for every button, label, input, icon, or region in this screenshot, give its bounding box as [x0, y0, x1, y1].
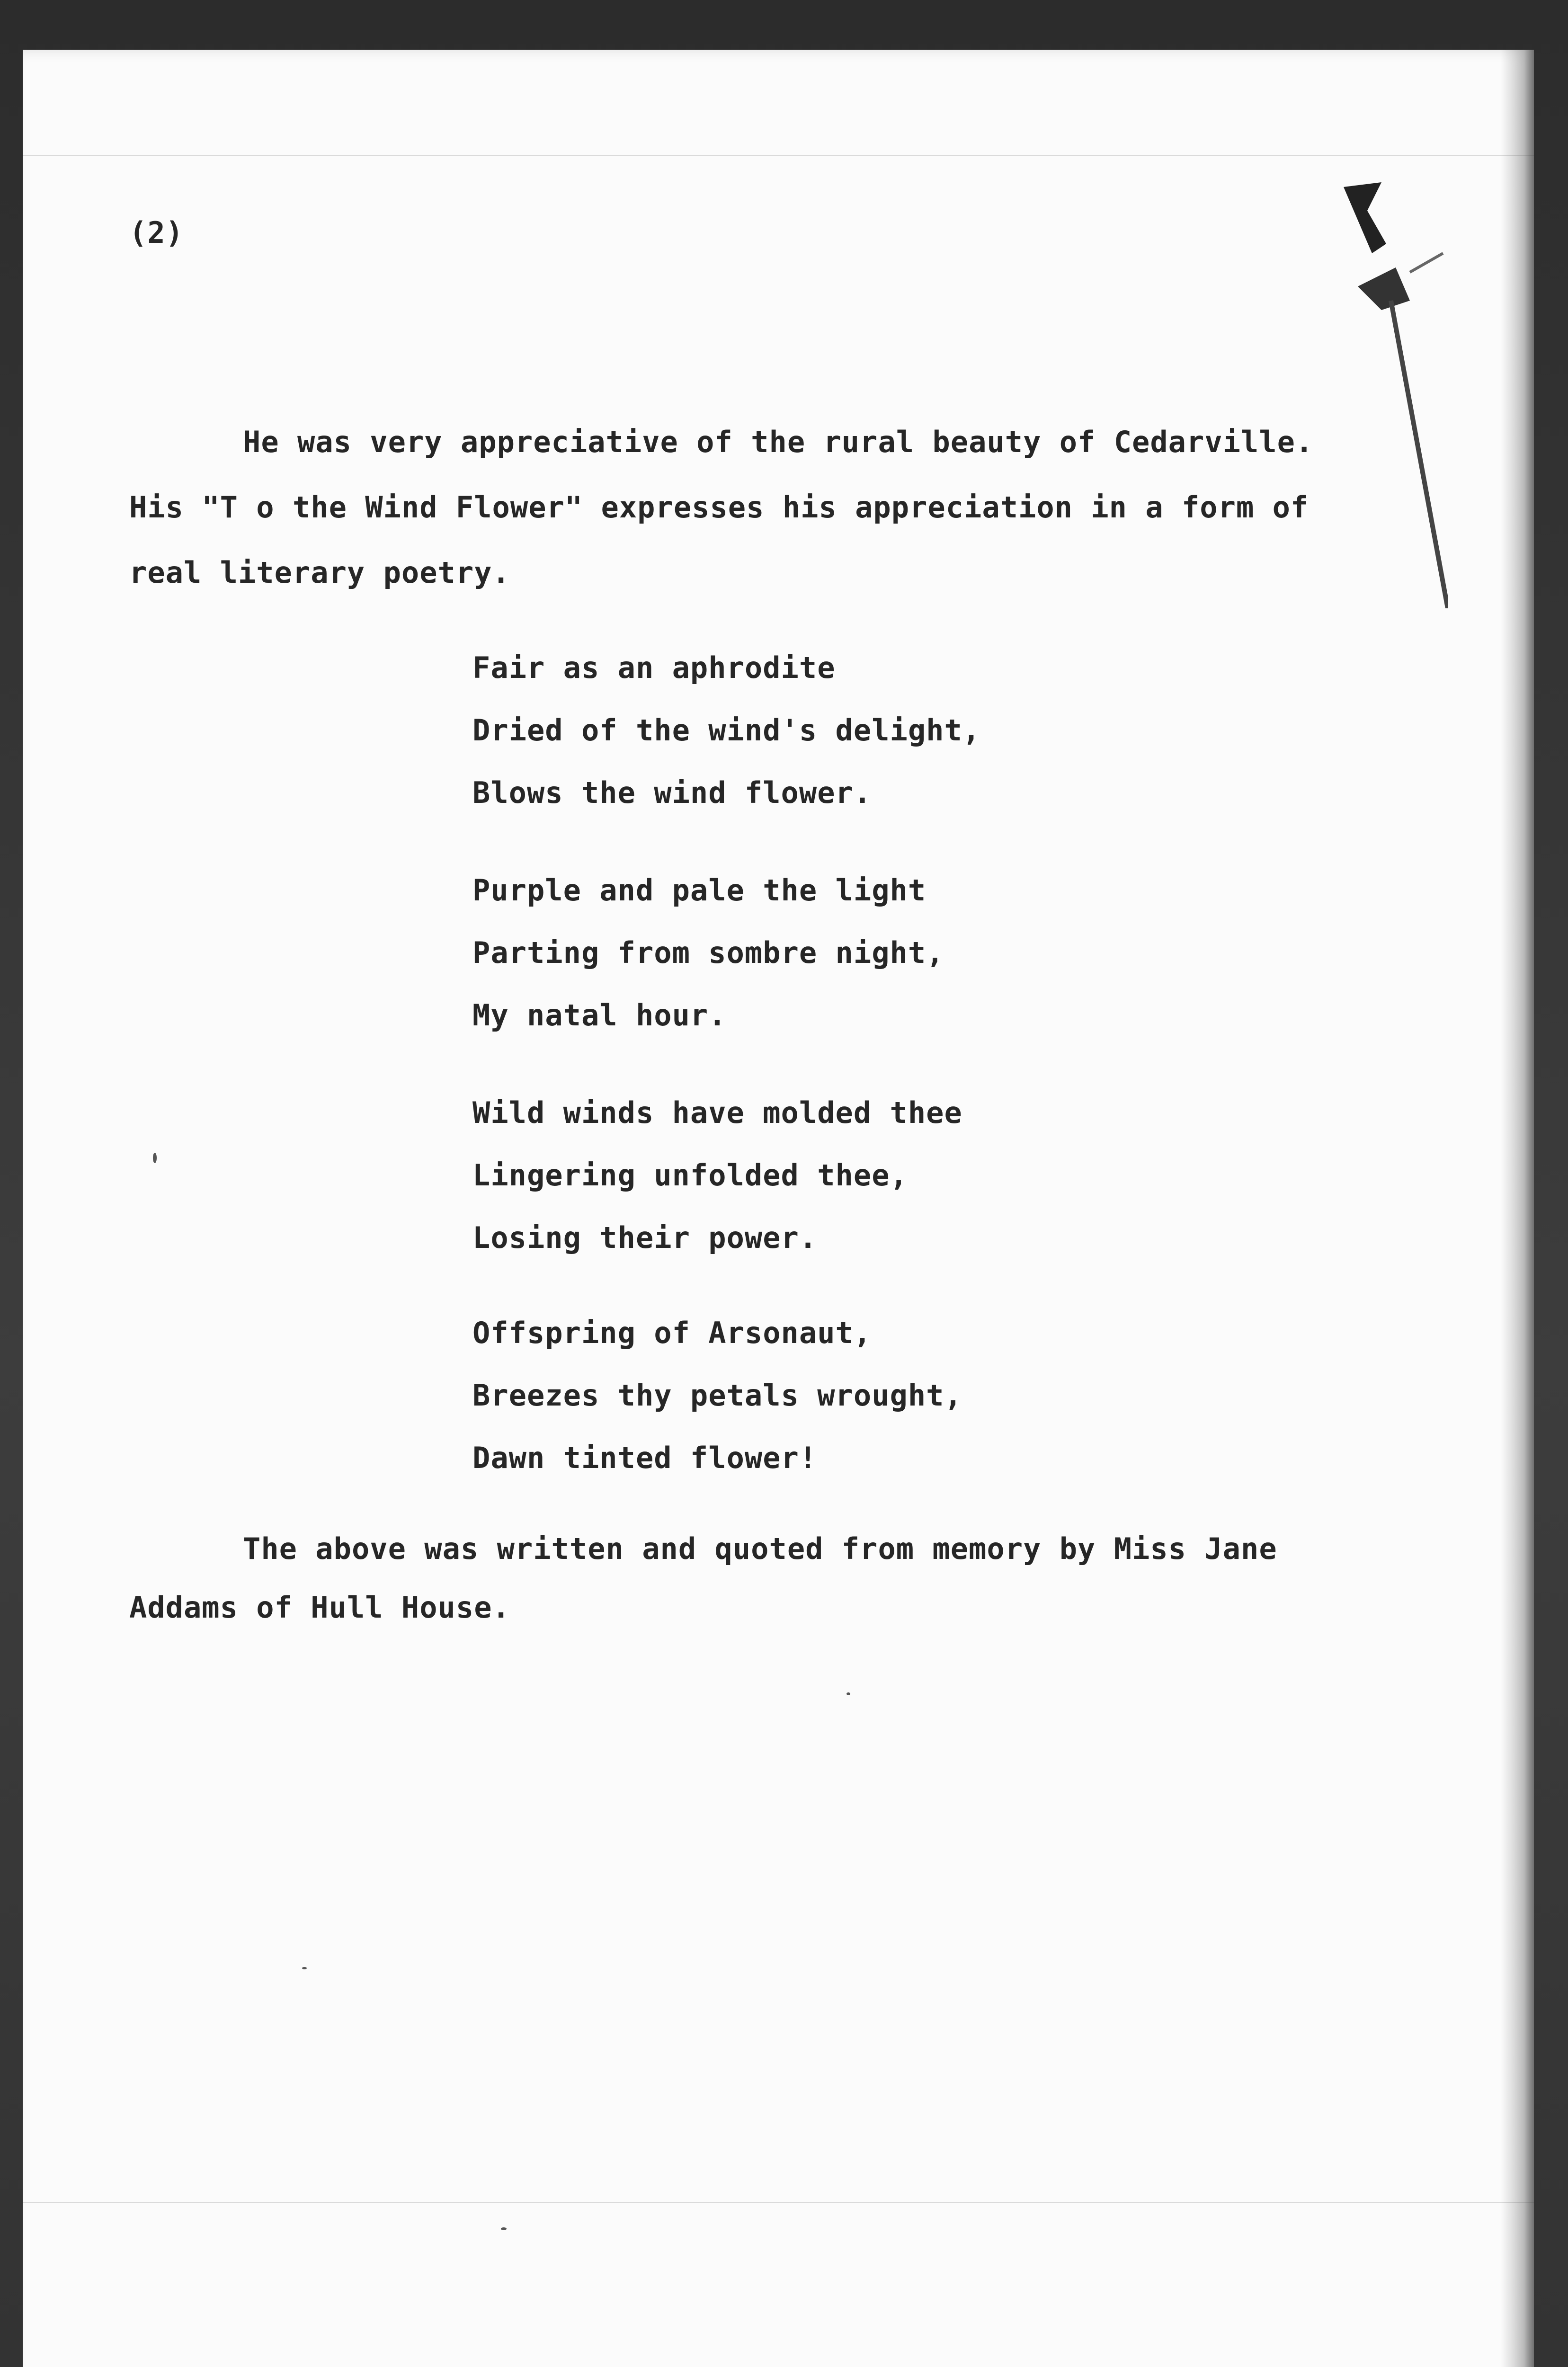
page-edge-shadow — [1501, 50, 1534, 2367]
poem-line: Parting from sombre night, — [472, 935, 944, 970]
poem-line: Blows the wind flower. — [472, 775, 872, 810]
poem-line: Dried of the wind's delight, — [472, 713, 981, 747]
poem-line: Offspring of Arsonaut, — [472, 1316, 872, 1350]
ink-speck — [153, 1153, 157, 1163]
poem-line: Purple and pale the light — [472, 873, 927, 908]
clip-mark-icon — [1339, 182, 1448, 608]
closing-line-2: Addams of Hull House. — [129, 1590, 510, 1625]
intro-line-3: real literary poetry. — [129, 555, 510, 590]
poem-stanza-3 — [472, 1082, 962, 1269]
poem-stanza-1 — [472, 637, 980, 824]
poem-line: Lingering unfolded thee, — [472, 1158, 908, 1192]
ink-speck — [302, 1967, 307, 1969]
top-fold-line — [23, 155, 1534, 156]
closing-paragraph — [129, 1520, 1277, 1637]
poem-line: Wild winds have molded thee — [472, 1095, 962, 1130]
page-number: (2) — [129, 215, 184, 250]
closing-line-1: The above was written and quoted from memory by Miss Jane — [243, 1531, 1277, 1566]
poem-line: My natal hour. — [472, 998, 727, 1032]
bottom-fold-line — [23, 2202, 1534, 2203]
intro-line-2: His "T o the Wind Flower" expresses his appreciation in a form of — [129, 490, 1309, 525]
ink-speck — [846, 1692, 850, 1695]
poem-stanza-4 — [472, 1302, 962, 1489]
document-page — [23, 50, 1534, 2367]
poem-line: Breezes thy petals wrought, — [472, 1378, 962, 1413]
ink-speck — [501, 2227, 507, 2230]
poem-line: Fair as an aphrodite — [472, 650, 836, 685]
poem-line: Losing their power. — [472, 1220, 818, 1255]
poem-stanza-2 — [472, 859, 944, 1047]
poem-line: Dawn tinted flower! — [472, 1441, 818, 1475]
intro-paragraph — [129, 409, 1313, 605]
intro-line-1: He was very appreciative of the rural beauty of Cedarville. — [243, 425, 1314, 459]
